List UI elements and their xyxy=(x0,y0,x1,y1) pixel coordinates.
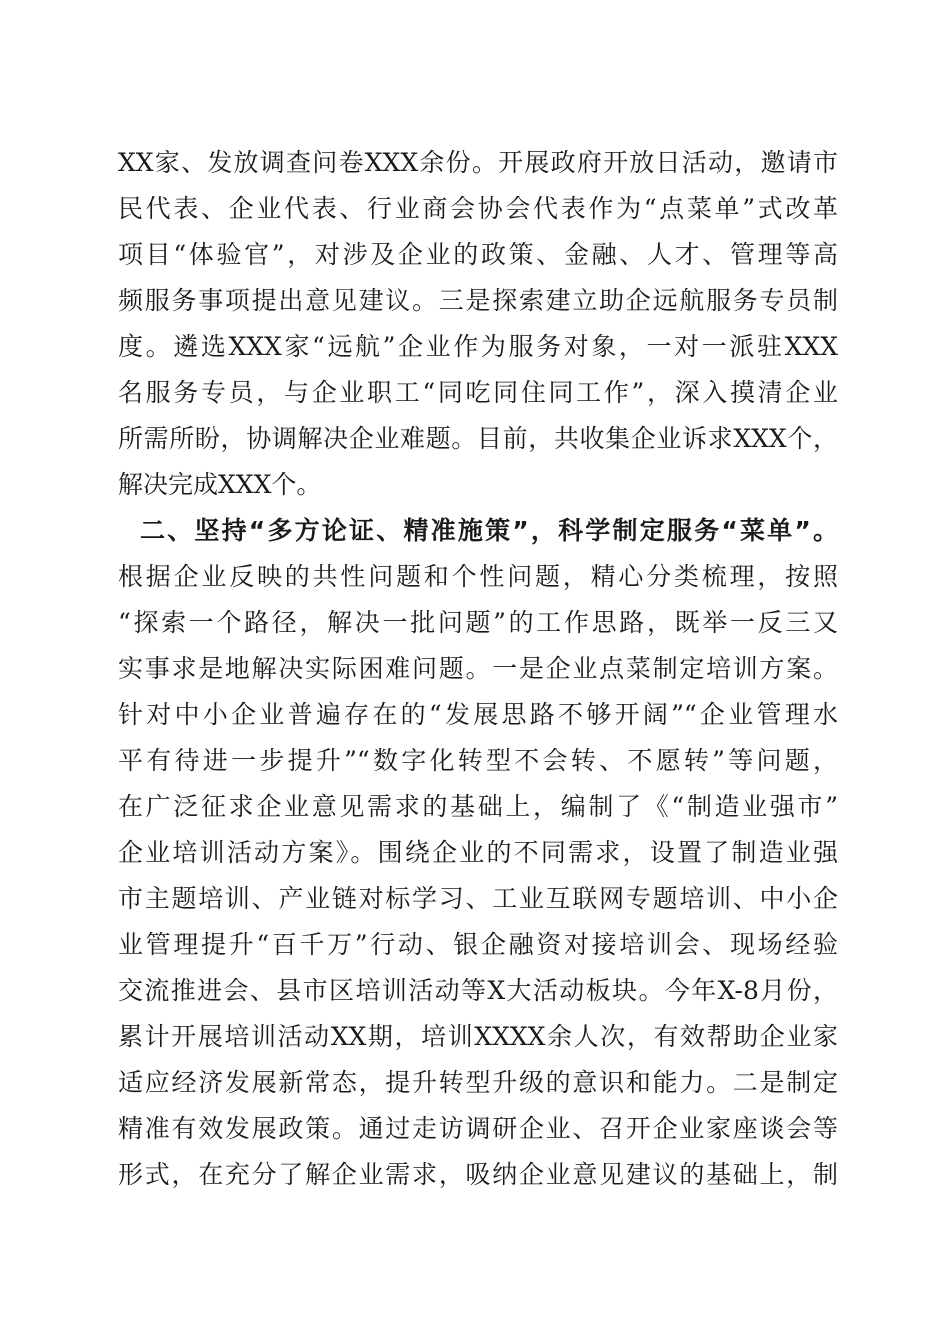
text-line: 民代表、企业代表、行业商会协会代表作为“点菜单”式改革 xyxy=(118,194,838,223)
text-line: 根据企业反映的共性问题和个性问题，精心分类梳理，按照 xyxy=(118,562,838,591)
text-line: 交流推进会、县市区培训活动等X大活动板块。今年X-8月份， xyxy=(118,976,838,1005)
body-text xyxy=(118,140,838,1198)
text-line: 名服务专员，与企业职工“同吃同住同工作”，深入摸清企业 xyxy=(118,378,838,407)
text-line: 实事求是地解决实际困难问题。一是企业点菜制定培训方案。 xyxy=(118,654,838,683)
text-line: 业管理提升“百千万”行动、银企融资对接培训会、现场经验 xyxy=(118,930,838,959)
text-line: 所需所盼，协调解决企业难题。目前，共收集企业诉求XXX个， xyxy=(118,424,838,453)
text-line: 针对中小企业普遍存在的“发展思路不够开阔”“企业管理水 xyxy=(118,700,838,729)
text-line: “探索一个路径，解决一批问题”的工作思路，既举一反三又 xyxy=(118,608,838,637)
text-line: 累计开展培训活动XX期，培训XXXX余人次，有效帮助企业家 xyxy=(118,1022,838,1051)
text-line: 频服务事项提出意见建议。三是探索建立助企远航服务专员制 xyxy=(118,286,838,315)
text-line: 在广泛征求企业意见需求的基础上，编制了《“制造业强市” xyxy=(118,792,838,821)
text-line: 项目“体验官”，对涉及企业的政策、金融、人才、管理等高 xyxy=(118,240,838,269)
text-line: XX家、发放调查问卷XXX余份。开展政府开放日活动，邀请市 xyxy=(118,148,838,177)
text-line: 市主题培训、产业链对标学习、工业互联网专题培训、中小企 xyxy=(118,884,838,913)
text-line: 适应经济发展新常态，提升转型升级的意识和能力。二是制定 xyxy=(118,1068,838,1097)
text-line: 解决完成XXX个。 xyxy=(118,470,322,499)
text-line: 平有待进一步提升”“数字化转型不会转、不愿转”等问题， xyxy=(118,746,838,775)
text-line: 精准有效发展政策。通过走访调研企业、召开企业家座谈会等 xyxy=(118,1114,838,1143)
text-line: 度。遴选XXX家“远航”企业作为服务对象，一对一派驻XXX xyxy=(118,332,838,361)
text-line: 企业培训活动方案》。围绕企业的不同需求，设置了制造业强 xyxy=(118,838,838,867)
text-line: 形式，在充分了解企业需求，吸纳企业意见建议的基础上，制 xyxy=(118,1160,838,1189)
section-heading: 二、坚持“多方论证、精准施策”，科学制定服务“菜单”。 xyxy=(140,516,838,545)
